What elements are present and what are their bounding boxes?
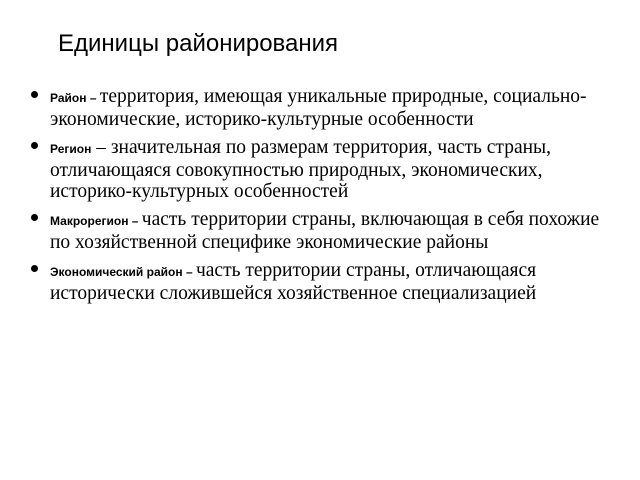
term-definition: значительная по размерам территория, часть страны, отличающаяся совокупностью природных, экономических, историко-культурных особенностей bbox=[50, 137, 552, 202]
list-item-macroregion bbox=[30, 209, 620, 253]
slide-title: Единицы районирования bbox=[58, 30, 339, 57]
list-item-raion bbox=[30, 86, 620, 130]
list-item-economic-region bbox=[30, 260, 620, 304]
term-definition: часть территории страны, отличающаяся исторически сложившейся хозяйственное специализацией bbox=[50, 260, 537, 304]
term-label: Район bbox=[50, 91, 87, 105]
bullet-icon bbox=[31, 91, 38, 98]
definitions-list bbox=[30, 86, 620, 311]
bullet-icon bbox=[31, 214, 38, 221]
term-definition: территория, имеющая уникальные природные, социально-экономические, историко-культурные особенности bbox=[50, 86, 587, 130]
term-dash: – bbox=[128, 214, 142, 228]
term-dash: – bbox=[91, 137, 111, 158]
term-label: Регион bbox=[50, 142, 92, 156]
term-label: Экономический район bbox=[50, 265, 183, 279]
term-dash: – bbox=[86, 91, 100, 105]
term-dash: – bbox=[182, 265, 196, 279]
list-item-region bbox=[30, 137, 620, 202]
term-label: Макрорегион bbox=[50, 214, 129, 228]
bullet-icon bbox=[31, 142, 38, 149]
term-definition: часть территории страны, включающая в себя похожие по хозяйственной специфике экономические районы bbox=[50, 209, 600, 253]
bullet-icon bbox=[31, 265, 38, 272]
